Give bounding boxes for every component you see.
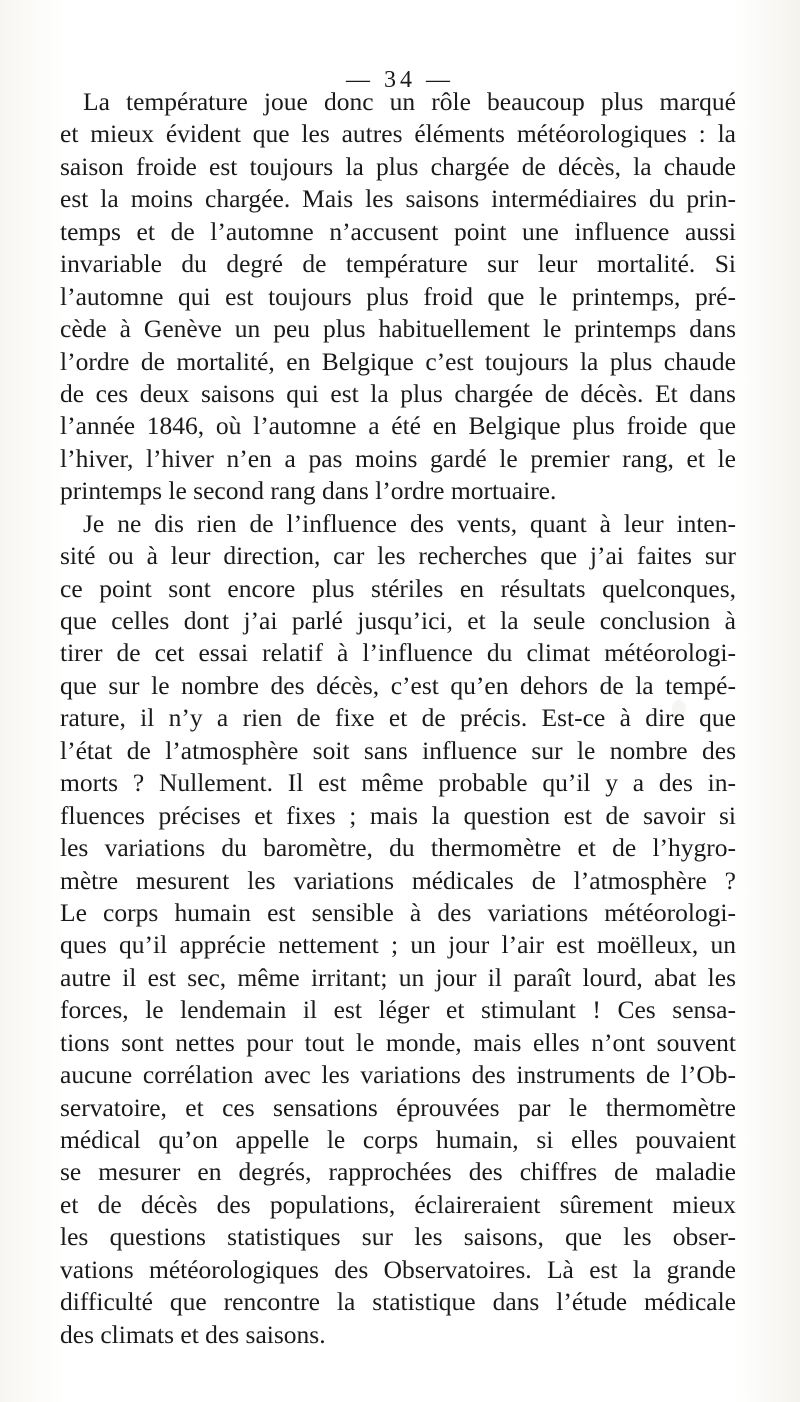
text-line: l’état de l’atmosphère soit sans influence sur le nombre des bbox=[60, 735, 736, 765]
text-line: autre il est sec, même irritant; un jour il paraît lourd, abat les bbox=[60, 962, 736, 992]
text-line: Le corps humain est sensible à des variations météorologi- bbox=[60, 897, 736, 927]
body-text bbox=[60, 86, 736, 1351]
text-line: fluences précises et fixes ; mais la question est de savoir si bbox=[60, 800, 736, 830]
text-line: ques qu’il apprécie nettement ; un jour l’air est moëlleux, un bbox=[60, 930, 736, 960]
text-line: tions sont nettes pour tout le monde, mais elles n’ont souvent bbox=[60, 1027, 736, 1057]
text-line: médical qu’on appelle le corps humain, si elles pouvaient bbox=[60, 1125, 736, 1154]
text-line: des climats et des saisons. bbox=[60, 1319, 326, 1349]
text-line: les questions statistiques sur les saisons, que les obser- bbox=[60, 1222, 736, 1252]
text-line: l’hiver, l’hiver n’en a pas moins gardé le premier rang, et le bbox=[60, 443, 736, 473]
text-line: que sur le nombre des décès, c’est qu’en dehors de la tempé- bbox=[60, 670, 736, 700]
text-line: saison froide est toujours la plus chargée de décès, la chaude bbox=[60, 151, 736, 181]
text-line: de ces deux saisons qui est la plus chargée de décès. Et dans bbox=[60, 378, 736, 408]
text-line: que celles dont j’ai parlé jusqu’ici, et la seule conclusion à bbox=[60, 606, 736, 635]
text-line: temps et de l’automne n’accusent point une influence aussi bbox=[60, 216, 736, 246]
text-line: La température joue donc un rôle beaucoup plus marqué bbox=[83, 87, 736, 116]
text-line: est la moins chargée. Mais les saisons intermédiaires du prin- bbox=[60, 184, 736, 214]
text-line: vations météorologiques des Observatoires. Là est la grande bbox=[60, 1254, 736, 1284]
text-line: rature, il n’y a rien de fixe et de précis. Est-ce à dire que bbox=[60, 703, 736, 733]
text-line: ce point sont encore plus stériles en résultats quelconques, bbox=[60, 573, 736, 603]
text-line: Je ne dis rien de l’influence des vents, quant à leur inten- bbox=[83, 508, 736, 538]
text-line: printemps le second rang dans l’ordre mortuaire. bbox=[60, 476, 557, 506]
text-line: morts ? Nullement. Il est même probable qu’il y a des in- bbox=[60, 768, 736, 798]
text-line: servatoire, et ces sensations éprouvées par le thermomètre bbox=[60, 1092, 736, 1122]
text-line: aucune corrélation avec les variations des instruments de l’Ob- bbox=[60, 1060, 736, 1090]
text-line: l’ordre de mortalité, en Belgique c’est toujours la plus chaude bbox=[60, 346, 736, 376]
page-number: — 34 — bbox=[346, 67, 454, 93]
text-line: mètre mesurent les variations médicales de l’atmosphère ? bbox=[60, 865, 736, 895]
text-line: et de décès des populations, éclaireraient sûrement mieux bbox=[60, 1189, 736, 1219]
text-line: les variations du baromètre, du thermomètre et de l’hygro- bbox=[60, 833, 736, 863]
text-line: et mieux évident que les autres éléments météorologiques : la bbox=[60, 119, 736, 149]
text-line: l’année 1846, où l’automne a été en Belgique plus froide que bbox=[60, 411, 736, 441]
text-line: l’automne qui est toujours plus froid que le printemps, pré- bbox=[60, 281, 736, 311]
text-line: tirer de cet essai relatif à l’influence du climat météorologi- bbox=[60, 638, 736, 668]
text-line: invariable du degré de température sur leur mortalité. Si bbox=[60, 249, 736, 279]
text-line: difficulté que rencontre la statistique dans l’étude médicale bbox=[60, 1287, 736, 1317]
text-line: forces, le lendemain il est léger et stimulant ! Ces sensa- bbox=[60, 995, 736, 1025]
text-line: se mesurer en degrés, rapprochées des chiffres de maladie bbox=[60, 1157, 736, 1187]
text-line: cède à Genève un peu plus habituellement le printemps dans bbox=[60, 314, 736, 344]
text-line: sité ou à leur direction, car les recherches que j’ai faites sur bbox=[60, 541, 736, 571]
